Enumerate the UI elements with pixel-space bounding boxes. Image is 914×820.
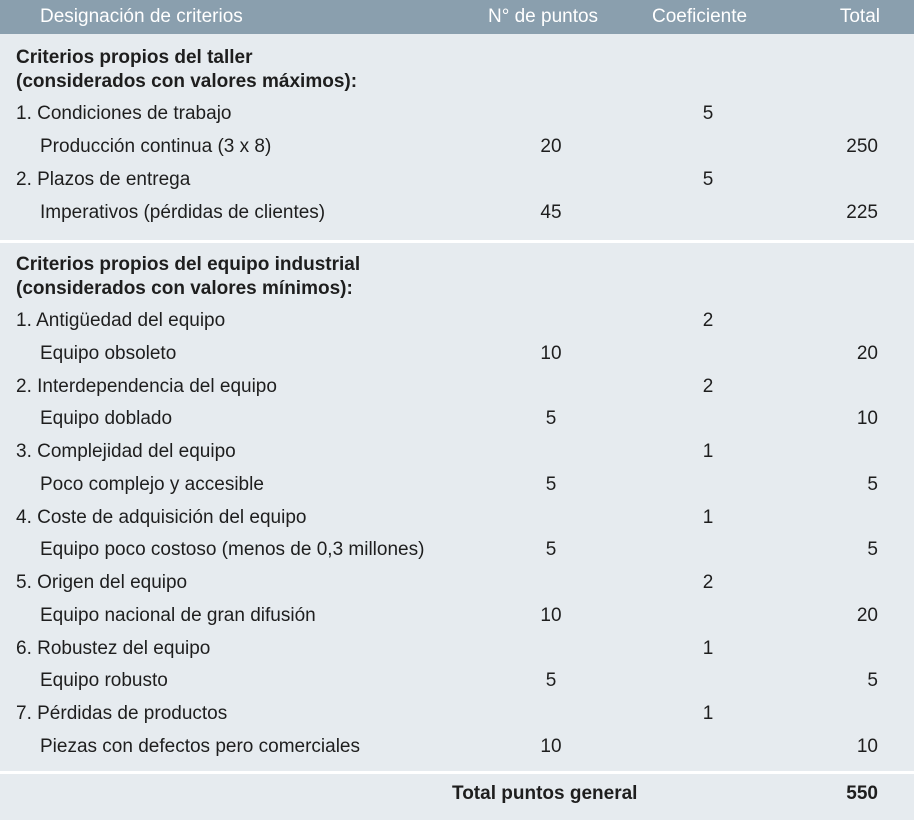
row-label: 2. Plazos de entrega [16,169,191,190]
table-row [0,601,914,634]
row-total: 250 [846,136,878,157]
row-label: 5. Origen del equipo [16,572,188,593]
table-row [0,99,914,132]
header-coefficient: Coeficiente [652,6,748,27]
row-label: 2. Interdependencia del equipo [16,375,277,397]
row-label: 7. Pérdidas de productos [16,703,228,724]
table-row [0,699,914,732]
section2-title-line1: Criterios propios del equipo industrial [16,254,361,275]
header-designation: Designación de criterios [40,6,243,27]
table-row [0,470,914,503]
row-label: Poco complejo y accesible [40,473,264,495]
row-total: 225 [846,202,878,223]
row-label: Equipo doblado [40,408,173,430]
row-points: 5 [545,473,557,495]
table-row [0,306,914,339]
grand-total-label: Total puntos general [452,783,638,804]
row-points: 45 [540,202,562,223]
section1-title-line1: Criterios propios del taller [16,47,253,68]
header-total: Total [839,6,880,27]
row-label: 1. Antigüedad del equipo [16,310,226,331]
row-points: 10 [540,604,562,626]
row-label: 6. Robustez del equipo [16,637,211,659]
section2-title [16,253,360,301]
section2-title-line2: (considerados con valores mínimos): [16,278,353,299]
row-label: Equipo obsoleto [40,342,177,364]
row-points: 20 [540,136,562,157]
row-total: 20 [856,604,878,626]
row-total: 20 [856,342,878,364]
row-coefficient: 1 [702,441,714,462]
row-coefficient: 2 [702,310,714,331]
row-label: 4. Coste de adquisición del equipo [16,506,307,528]
row-label: Equipo robusto [40,670,168,692]
table-row [0,503,914,536]
row-points: 10 [540,735,562,757]
row-label: Piezas con defectos pero comerciales [40,735,360,757]
row-total: 10 [856,735,878,757]
table-row [0,732,914,765]
row-coefficient: 5 [702,103,714,124]
footer-divider [0,771,914,774]
row-total: 10 [856,408,878,430]
table-row [0,165,914,198]
table-row [0,437,914,470]
row-coefficient: 2 [702,572,714,593]
row-points: 5 [545,539,557,561]
row-points: 5 [545,670,557,692]
row-label: Equipo poco costoso (menos de 0,3 millones) [40,539,425,561]
section1-title-line2: (considerados con valores máximos): [16,71,358,92]
table-row [0,568,914,601]
row-coefficient: 1 [702,506,714,528]
row-coefficient: 1 [702,703,714,724]
table-header [0,0,914,34]
grand-total-value: 550 [846,783,878,804]
row-coefficient: 2 [702,375,714,397]
row-total: 5 [867,539,878,561]
row-label: Imperativos (pérdidas de clientes) [40,202,326,223]
row-coefficient: 5 [702,169,714,190]
table-row [0,535,914,568]
table-row [0,339,914,372]
section1-title [16,46,357,94]
table-row [0,634,914,667]
table-row [0,404,914,437]
row-label: 3. Complejidad del equipo [16,441,236,462]
row-label: Producción continua (3 x 8) [40,136,272,157]
table-row [0,198,914,231]
row-points: 10 [540,342,562,364]
table-row [0,372,914,405]
table-footer [0,775,914,815]
row-total: 5 [867,670,878,692]
row-coefficient: 1 [702,637,714,659]
row-points: 5 [545,408,557,430]
table-row [0,132,914,165]
header-points: N° de puntos [488,6,599,27]
section-divider [0,240,914,243]
row-label: Equipo nacional de gran difusión [40,604,316,626]
row-label: 1. Condiciones de trabajo [16,103,232,124]
table-row [0,666,914,699]
row-total: 5 [867,473,878,495]
